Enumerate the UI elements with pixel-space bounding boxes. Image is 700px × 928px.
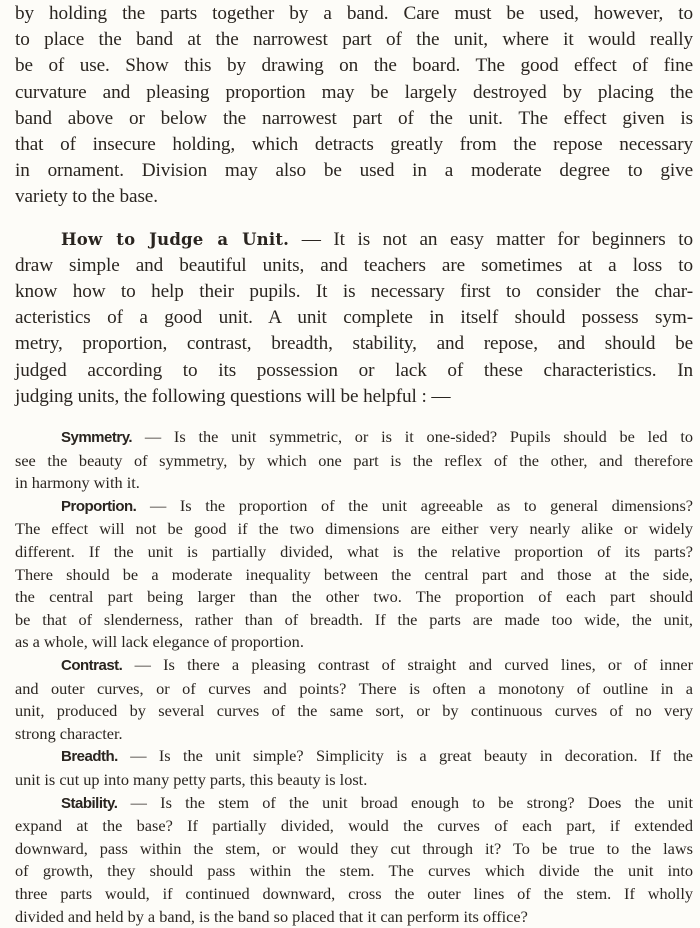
- term-dash: —: [132, 427, 174, 447]
- text-line: the central part being larger than the other two. The proportion of each part should: [15, 587, 693, 607]
- text-run: Is the stem of the unit broad enough to be strong? Does the unit: [160, 792, 694, 812]
- term-dash: —: [117, 792, 161, 812]
- question-term: Stability.: [61, 794, 118, 812]
- text-line: that of insecure holding, which detracts greatly from the repose necessary: [15, 134, 693, 156]
- text-line: [15, 654, 693, 678]
- text-line: [15, 792, 693, 816]
- text-line: judging units, the following questions will be helpful : —: [15, 385, 451, 407]
- text-line: see the beauty of symmetry, by which one part is the reflex of the other, and therefore: [15, 450, 693, 470]
- text-line: curvature and pleasing proportion may be largely destroyed by placing the: [15, 81, 693, 103]
- section-heading: How to Judge a Unit.: [61, 229, 290, 249]
- text-line: be of use. Show this by drawing on the board. The good effect of fine: [15, 55, 693, 77]
- text-line: draw simple and beautiful units, and teachers are sometimes at a loss to: [15, 254, 693, 276]
- text-line: in harmony with it.: [15, 473, 140, 493]
- intro-paragraph: [15, 1, 693, 211]
- text-line: three parts would, if continued downward, cross the outer lines of the stem. If wholly: [15, 883, 693, 903]
- question-breadth: [15, 745, 693, 791]
- questions-list: [15, 426, 693, 928]
- text-line: [15, 745, 693, 769]
- text-line: expand at the base? If partially divided, would the curves of each part, if extended: [15, 816, 693, 836]
- text-line: to place the band at the narrowest part of the unit, where it would really: [15, 29, 693, 51]
- text-line: know how to help their pupils. It is necessary first to consider the char-: [15, 281, 693, 303]
- heading-dash: —: [289, 228, 334, 250]
- text-run: Is there a pleasing contrast of straight and curved lines, or of inner: [163, 654, 694, 674]
- question-term: Symmetry.: [61, 429, 133, 447]
- question-contrast: [15, 654, 693, 745]
- text-run: Is the unit simple? Simplicity is a great beauty in decoration. If the: [158, 746, 693, 766]
- text-line: by holding the parts together by a band. Care must be used, however, to: [15, 3, 693, 24]
- term-dash: —: [117, 746, 159, 766]
- question-term: Contrast.: [61, 656, 123, 674]
- question-term: Proportion.: [61, 497, 137, 515]
- text-line: different. If the unit is partially divided, what is the relative proportion of its parts?: [15, 542, 693, 562]
- text-line: be that of slenderness, rather than of breadth. If the parts are made too wide, the unit,: [15, 609, 693, 629]
- question-proportion: [15, 495, 693, 654]
- text-line: The effect will not be good if the two dimensions are either very nearly alike or widely: [15, 519, 693, 539]
- text-line: divided and held by a band, is the band so placed that it can perform its office?: [15, 906, 528, 926]
- text-line: of growth, they should pass within the stem. The curves which divide the unit into: [15, 861, 693, 881]
- text-line: unit is cut up into many petty parts, this beauty is lost.: [15, 769, 368, 789]
- text-line: [15, 495, 693, 519]
- question-symmetry: [15, 426, 693, 495]
- question-stability: [15, 792, 693, 928]
- term-dash: —: [122, 654, 164, 674]
- judge-unit-paragraph: [15, 227, 693, 410]
- text-line: acteristics of a good unit. A unit complete in itself should possess sym-: [15, 307, 693, 329]
- text-line: band above or below the narrowest part of the unit. The effect given is: [15, 107, 693, 129]
- text-line: and outer curves, or of curves and points? There is often a monotony of outline in a: [15, 678, 693, 698]
- text-line: unit, produced by several curves of the same sort, or by continuous curves of no very: [15, 701, 693, 721]
- text-line: There should be a moderate inequality between the central part and those at the side,: [15, 564, 693, 584]
- main-text: [15, 1, 693, 410]
- text-line: in ornament. Division may also be used in a moderate degree to give: [15, 160, 693, 182]
- text-run: Is the proportion of the unit agreeable as to general dimensions?: [179, 495, 694, 515]
- text-line: strong character.: [15, 723, 123, 743]
- text-run: Is the unit symmetric, or is it one-sided? Pupils should be led to: [173, 427, 694, 447]
- text-line: [15, 426, 693, 450]
- text-line: as a whole, will lack elegance of proportion.: [15, 632, 304, 652]
- text-line: downward, pass within the stem, or would they cut through it? To be true to the laws: [15, 838, 693, 858]
- question-term: Breadth.: [61, 748, 118, 766]
- term-dash: —: [136, 495, 180, 515]
- text-line: variety to the base.: [15, 186, 158, 208]
- text-line: metry, proportion, contrast, breadth, stability, and repose, and should be: [15, 333, 693, 355]
- text-line: [15, 227, 693, 253]
- text-line: judged according to its possession or lack of these characteristics. In: [15, 359, 693, 381]
- text-run: It is not an easy matter for beginners to: [333, 228, 693, 250]
